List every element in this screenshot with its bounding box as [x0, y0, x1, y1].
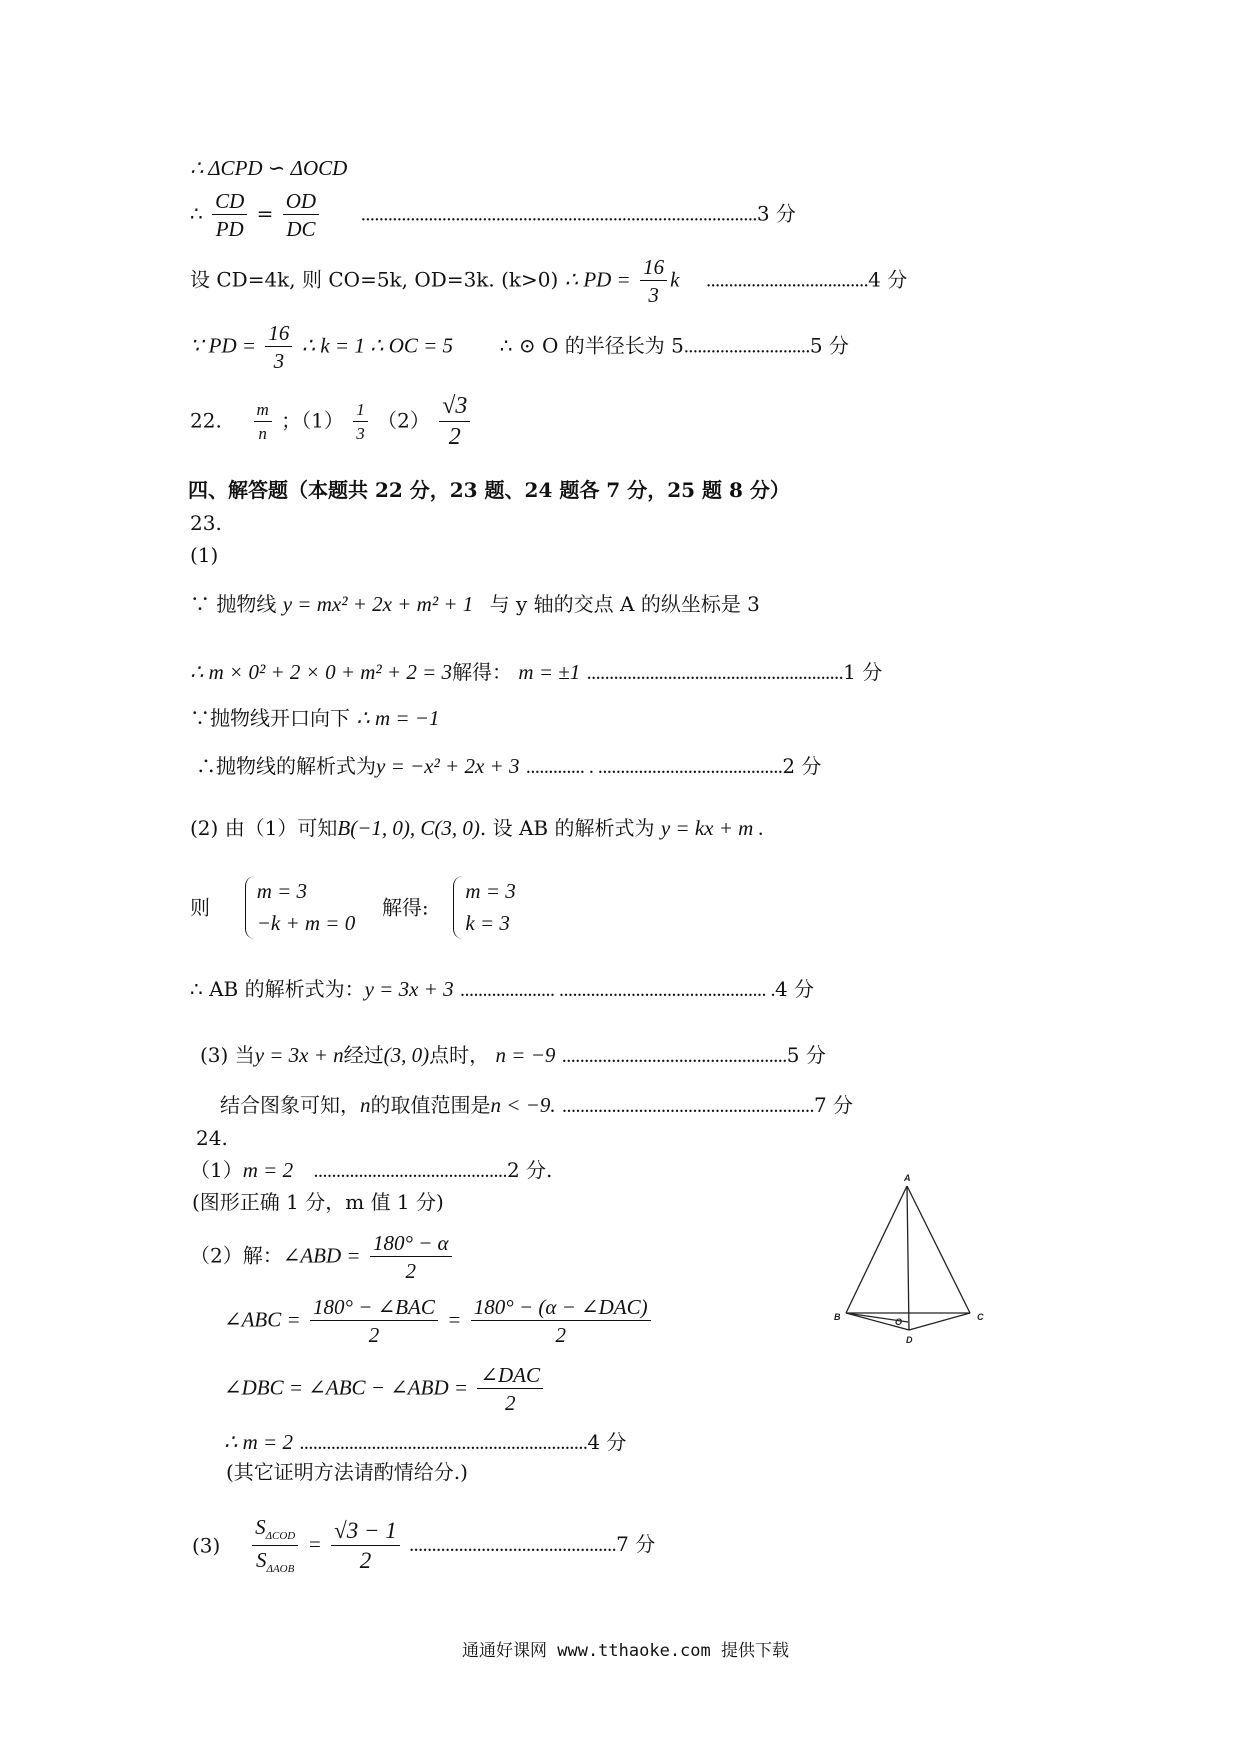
- line-set-k: 设 CD=4k, 则 CO=5k, OD=3k. (k>0) ∴ PD = $\frac{16}{3}$ k ....................................4 分: [190, 255, 908, 308]
- line-parabola-given: ∵ 抛物线 y = mx² + 2x + m² + 1 与 y 轴的交点 A 的纵坐标是 3: [190, 592, 760, 616]
- question-24: 24.: [196, 1126, 228, 1150]
- label-o: O: [895, 1317, 903, 1327]
- line-ab-result: ∴ AB 的解析式为：y = 3x + 3 ..................... .............................................. .4 分: [190, 977, 815, 1001]
- line-system: 则 m = 3 −k + m = 0 解得: m = 3 k = 3: [190, 876, 516, 939]
- line-other-methods: (其它证明方法请酌情给分.): [226, 1460, 468, 1484]
- line-range: 结合图象可知，n的取值范围是n < −9. ........................................................7 分: [220, 1093, 854, 1117]
- line-part2-intro: (2) 由（1）可知B(−1, 0), C(3, 0). 设 AB 的解析式为 y = kx + m .: [190, 816, 764, 840]
- segment-cd: [909, 1313, 970, 1330]
- section-heading: 四、解答题（本题共 22 分，23 题、24 题各 7 分，25 题 8 分）: [188, 478, 790, 502]
- line-solve-m: ∴ m × 0² + 2 × 0 + m² + 2 = 3解得： m = ±1 .........................................................1 分: [190, 660, 883, 684]
- line-radius: ∵ PD = $\frac{16}{3}$ ∴ k = 1 ∴ OC = 5 ∴ ⊙ O 的半径长为 5............................5 分: [190, 321, 849, 374]
- line-ratio: ∴ $\frac{CD}{PD}$ = $\frac{OD}{DC}$ ........................................................................................3 分: [190, 189, 796, 242]
- question-23: 23.: [190, 511, 222, 535]
- line-parabola-result: ∴抛物线的解析式为y = −x² + 2x + 3 ............. . .........................................2 分: [196, 754, 822, 778]
- triangle-figure: [820, 1170, 1000, 1350]
- line-opens-down: ∵抛物线开口向下 ∴ m = −1: [190, 706, 440, 730]
- part-1-label: (1): [190, 543, 219, 567]
- label-c: C: [977, 1312, 984, 1322]
- line-part3: (3) 当y = 3x + n经过(3, 0)点时， n = −9 ..................................................5 分: [200, 1043, 826, 1067]
- label-a: A: [904, 1173, 911, 1183]
- line-similar-triangles: ∴ ΔCPD ∽ ΔOCD: [190, 156, 348, 180]
- line-dbc: ∠DBC = ∠ABC − ∠ABD = $\frac{\text{∠DAC}}{2}$: [224, 1364, 546, 1414]
- segment-ad: [907, 1186, 909, 1330]
- segment-ac: [907, 1186, 970, 1313]
- line-q24-1: （1）m = 2 ...........................................2 分.: [190, 1158, 553, 1182]
- footer: 通通好课网 www.tthaoke.com 提供下载: [462, 1641, 789, 1661]
- line-area-ratio: (3) $\frac{S_{\Delta COD}}{S_{\Delta AOB}}$ = $\frac{√3 - 1}{2}$ ..............................................7 分: [192, 1515, 656, 1575]
- line-q22: 22. $\frac{m}{n}$ ；（1） $\frac{1}{3}$ （2） $\frac{√3}{2}$: [190, 394, 473, 450]
- segment-ab: [846, 1186, 907, 1313]
- line-m-result: ∴ m = 2 ................................................................4 分: [224, 1430, 627, 1454]
- line-abc: ∠ABC = $\frac{\text{180° − ∠BAC}}{2}$ = $\frac{\text{180° − (α − ∠DAC)}}{2}$: [224, 1296, 654, 1346]
- label-d: D: [906, 1335, 913, 1345]
- label-b: B: [834, 1312, 841, 1322]
- line-abd: （2）解：∠ABD = $\frac{180^\circ - \alpha}{2}$: [190, 1232, 455, 1282]
- line-grading-note: (图形正确 1 分，m 值 1 分): [192, 1190, 444, 1214]
